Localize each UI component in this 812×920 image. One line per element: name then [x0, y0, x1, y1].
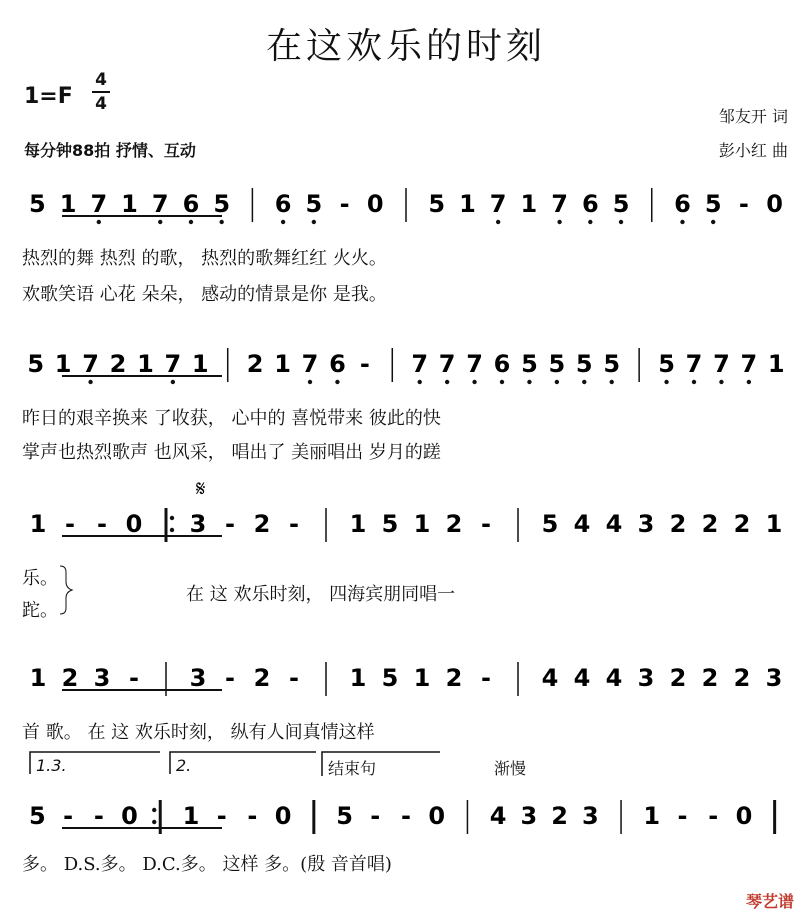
- note: 2: [445, 510, 463, 538]
- extension-dash: -: [359, 350, 370, 378]
- lyric-line: 欢歌笑语 心花 朵朵， 感动的情景是你 是我。: [22, 284, 387, 305]
- note: 1: [520, 190, 538, 218]
- note: 3: [637, 510, 655, 538]
- note: 1: [29, 510, 47, 538]
- octave-dot: [711, 220, 715, 224]
- extension-dash: -: [97, 510, 107, 538]
- note: 3: [520, 802, 538, 830]
- octave-dot: [664, 380, 668, 384]
- octave-dot: [88, 380, 92, 384]
- note: 2: [253, 664, 271, 692]
- extension-dash: -: [225, 510, 235, 538]
- extension-dash: -: [225, 664, 235, 692]
- page-title: 在这欢乐的时刻: [265, 26, 546, 67]
- lyric-line: 乐。: [22, 568, 58, 589]
- note: 2: [733, 510, 751, 538]
- note: 6: [493, 350, 511, 378]
- extension-dash: -: [289, 664, 299, 692]
- repeat-dot: [170, 528, 174, 532]
- note: 1: [643, 802, 661, 830]
- octave-dot: [496, 220, 500, 224]
- lyric-line: 热烈的舞 热烈 的歌， 热烈的歌舞红红 火火。: [22, 248, 387, 269]
- note: 1: [349, 510, 367, 538]
- note: 1: [29, 664, 47, 692]
- note: 4: [605, 664, 623, 692]
- note: 1: [459, 190, 476, 218]
- extension-dash: -: [93, 802, 104, 830]
- volta-1-3: 1.3.: [36, 756, 67, 775]
- note: 1: [413, 510, 431, 538]
- note: 1: [137, 350, 154, 378]
- note: 5: [27, 350, 45, 378]
- extension-dash: -: [339, 190, 350, 218]
- extension-dash: -: [481, 510, 491, 538]
- ending-section-label: 结束句: [328, 759, 377, 778]
- note: 1: [274, 350, 291, 378]
- note: 3: [93, 664, 111, 692]
- note: 6: [182, 190, 200, 218]
- note: 0: [366, 190, 384, 218]
- composer: 彭小红 曲: [718, 141, 788, 160]
- note: 7: [411, 350, 429, 378]
- note: 5: [603, 350, 621, 378]
- lyric-line: 掌声也热烈歌声 也风采， 唱出了 美丽唱出 岁月的蹉: [22, 442, 441, 463]
- note: 7: [713, 350, 730, 378]
- note: 0: [428, 802, 446, 830]
- note: 0: [735, 802, 753, 830]
- note: 5: [521, 350, 538, 378]
- note: 5: [575, 350, 593, 378]
- extension-dash: -: [63, 802, 74, 830]
- extension-dash: -: [738, 190, 749, 218]
- lyric-line: 跎。: [22, 600, 58, 621]
- extension-dash: -: [401, 802, 411, 830]
- octave-dot: [189, 220, 193, 224]
- octave-dot: [555, 380, 559, 384]
- note: 2: [246, 350, 264, 378]
- note: 7: [90, 190, 108, 218]
- octave-dot: [97, 220, 101, 224]
- note: 1: [54, 350, 72, 378]
- note: 5: [704, 190, 722, 218]
- note: 0: [766, 190, 783, 218]
- note: 5: [381, 664, 399, 692]
- note: 7: [551, 190, 568, 218]
- lyric-brace: [60, 566, 72, 614]
- note: 7: [466, 350, 483, 378]
- note: 7: [151, 190, 169, 218]
- volta-bracket: [170, 752, 316, 774]
- note: 4: [489, 802, 507, 830]
- octave-dot: [527, 380, 531, 384]
- note: 4: [573, 664, 591, 692]
- note: 4: [573, 510, 591, 538]
- extension-dash: -: [708, 802, 719, 830]
- note: 7: [685, 350, 703, 378]
- octave-dot: [610, 380, 614, 384]
- lyric-line: 在 这 欢乐时刻， 四海宾朋同唱一: [186, 584, 456, 605]
- note: 7: [301, 350, 319, 378]
- octave-dot: [312, 220, 316, 224]
- volta-2: 2.: [176, 756, 192, 775]
- note: 1: [349, 664, 367, 692]
- octave-dot: [171, 380, 175, 384]
- repeat-dot: [152, 808, 156, 812]
- note: 3: [765, 664, 783, 692]
- note: 0: [121, 802, 138, 830]
- extension-dash: -: [65, 510, 75, 538]
- octave-dot: [557, 220, 561, 224]
- key-signature: 1=F: [24, 84, 73, 109]
- octave-dot: [619, 220, 623, 224]
- note: 1: [182, 802, 200, 830]
- time-signature-top: 4: [95, 70, 107, 90]
- note: 7: [164, 350, 182, 378]
- note: 1: [59, 190, 77, 218]
- note: 2: [445, 664, 463, 692]
- note: 5: [612, 190, 630, 218]
- note: 3: [637, 664, 655, 692]
- octave-dot: [582, 380, 586, 384]
- octave-dot: [692, 380, 696, 384]
- octave-dot: [719, 380, 723, 384]
- note: 2: [109, 350, 127, 378]
- note: 1: [765, 510, 783, 538]
- octave-dot: [445, 380, 449, 384]
- time-signature-bottom: 4: [95, 94, 107, 114]
- octave-dot: [747, 380, 751, 384]
- note: 1: [191, 350, 209, 378]
- extension-dash: -: [247, 802, 258, 830]
- extension-dash: -: [481, 664, 491, 692]
- octave-dot: [335, 380, 339, 384]
- extension-dash: -: [677, 802, 688, 830]
- note: 2: [669, 664, 687, 692]
- note: 4: [605, 510, 623, 538]
- octave-dot: [588, 220, 592, 224]
- note: 7: [438, 350, 456, 378]
- note: 5: [336, 802, 353, 830]
- note: 6: [581, 190, 599, 218]
- note: 2: [253, 510, 271, 538]
- octave-dot: [472, 380, 476, 384]
- note: 1: [767, 350, 785, 378]
- octave-dot: [308, 380, 312, 384]
- note: 1: [413, 664, 431, 692]
- watermark-logo: 琴艺谱: [745, 892, 794, 911]
- octave-dot: [500, 380, 504, 384]
- note: 0: [125, 510, 143, 538]
- lyric-line: 首 歌。 在 这 欢乐时刻， 纵有人间真情这样: [22, 722, 375, 743]
- note: 7: [489, 190, 507, 218]
- note: 5: [541, 510, 559, 538]
- note: 5: [428, 190, 446, 218]
- note: 7: [740, 350, 758, 378]
- ritardando-label: 渐慢: [494, 759, 527, 778]
- lyric-line: 昨日的艰辛换来 了收获， 心中的 喜悦带来 彼此的快: [22, 408, 441, 429]
- note: 1: [121, 190, 138, 218]
- note: 5: [29, 190, 46, 218]
- extension-dash: -: [370, 802, 381, 830]
- lyric-line: 多。 D.S.多。 D.C.多。 这样 多。(殷 音首唱): [22, 854, 392, 875]
- repeat-dot: [170, 516, 174, 520]
- note: 5: [305, 190, 323, 218]
- octave-dot: [281, 220, 285, 224]
- octave-dot: [158, 220, 162, 224]
- note: 5: [548, 350, 566, 378]
- repeat-dot: [152, 820, 156, 824]
- note: 5: [29, 802, 46, 830]
- note: 2: [733, 664, 751, 692]
- octave-dot: [219, 220, 223, 224]
- octave-dot: [680, 220, 684, 224]
- note: 6: [329, 350, 346, 378]
- note: 5: [213, 190, 231, 218]
- extension-dash: -: [129, 664, 139, 692]
- note: 2: [701, 664, 719, 692]
- note: 3: [189, 664, 207, 692]
- note: 2: [61, 664, 79, 692]
- note: 5: [658, 350, 675, 378]
- extension-dash: -: [289, 510, 299, 538]
- segno-sign: 𝄋: [196, 477, 206, 502]
- note: 4: [541, 664, 559, 692]
- note: 2: [669, 510, 687, 538]
- note: 3: [189, 510, 207, 538]
- note: 2: [701, 510, 719, 538]
- note: 2: [551, 802, 568, 830]
- extension-dash: -: [216, 802, 227, 830]
- octave-dot: [418, 380, 422, 384]
- note: 5: [381, 510, 399, 538]
- note: 6: [274, 190, 292, 218]
- tempo-marking: 每分钟88拍 抒情、互动: [24, 141, 196, 160]
- note: 3: [581, 802, 599, 830]
- note: 6: [674, 190, 691, 218]
- lyricist: 邹友开 词: [718, 107, 788, 126]
- note: 0: [274, 802, 292, 830]
- note: 7: [82, 350, 99, 378]
